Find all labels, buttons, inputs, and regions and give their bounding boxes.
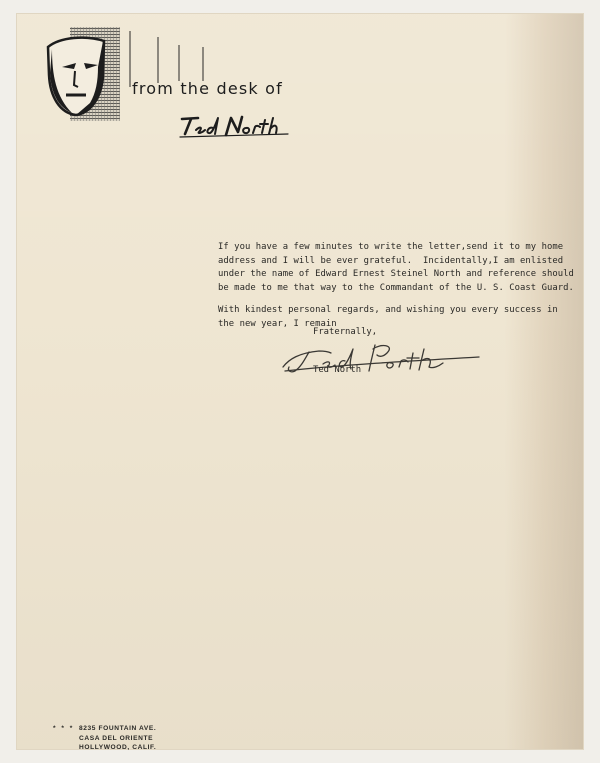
- letter-body: [218, 241, 574, 332]
- address-street: 8235 FOUNTAIN AVE.: [79, 725, 157, 732]
- address-stars: * * *: [53, 725, 75, 732]
- address-line: [53, 724, 156, 734]
- body-line: under the name of Edward Ernest Steinel North and reference should: [218, 269, 574, 280]
- closing: Fraternally,: [313, 327, 378, 337]
- letterhead-title: from the desk of: [132, 79, 283, 98]
- handwritten-signature: [279, 339, 489, 379]
- body-line: address and I will be ever grateful. Incidentally,I am enlisted: [218, 255, 564, 266]
- typed-name: Ted North: [313, 365, 362, 375]
- body-line: be made to me that way to the Commandant of the U. S. Coast Guard.: [218, 282, 574, 293]
- return-address: [53, 724, 156, 753]
- address-line: HOLLYWOOD, CALIF.: [79, 744, 157, 751]
- body-line: the new year, I remain: [218, 318, 337, 329]
- address-line: CASA DEL ORIENTE: [79, 734, 154, 742]
- theater-mask-icon: [48, 38, 104, 115]
- body-line: With kindest personal regards, and wishing you every success in: [218, 305, 558, 316]
- letterhead-signature: [176, 113, 294, 139]
- letter-sheet: [16, 13, 584, 750]
- body-line: If you have a few minutes to write the letter,send it to my home: [218, 242, 564, 252]
